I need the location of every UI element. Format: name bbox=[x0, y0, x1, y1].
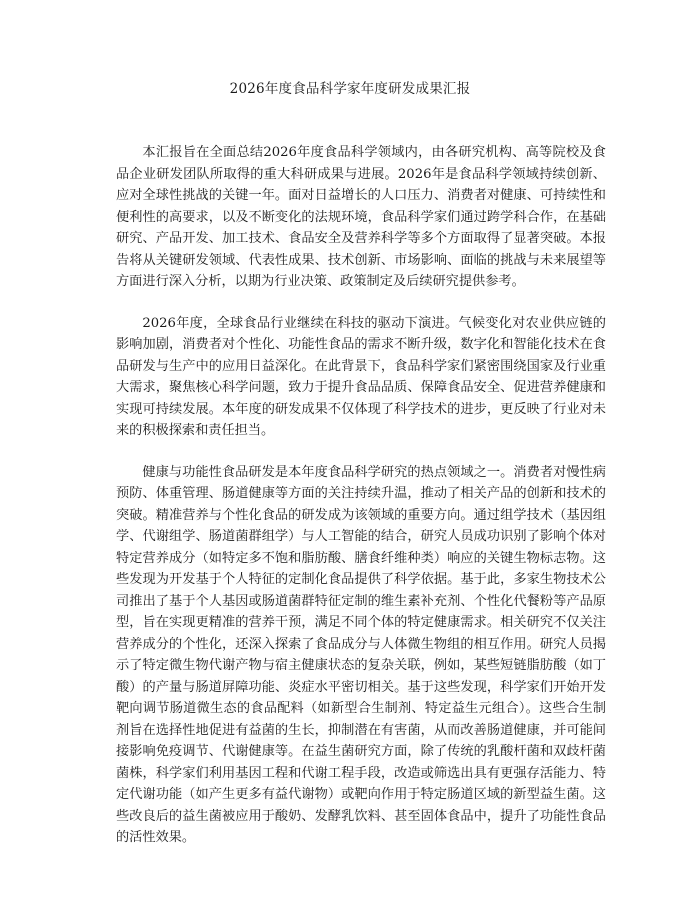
paragraph-functional-food: 健康与功能性食品研发是本年度食品科学研究的热点领域之一。消费者对慢性病预防、体重管理、肠道健康等方面的关注持续升温，推动了相关产品的创新和技术的突破。精准营养与个性化食品的研发成为该领域的重要方向。通过组学技术（基因组学、代谢组学、肠道菌群组学）与人工智能的结合，研究人员成功识别了影响个体对特定营养成分（如特定多不饱和脂肪酸、膳食纤维种类）响应的关键生物标志物。这些发现为开发基于个人特征的定制化食品提供了科学依据。基于此，多家生物技术公司推出了基于个人基因或肠道菌群特征定制的维生素补充剂、个性化代餐粉等产品原型，旨在实现更精准的营养干预，满足不同个体的特定健康需求。相关研究不仅关注营养成分的个性化，还深入探索了食品成分与人体微生物组的相互作用。研究人员揭示了特定微生物代谢产物与宿主健康状态的复杂关联，例如，某些短链脂肪酸（如丁酸）的产量与肠道屏障功能、炎症水平密切相关。基于这些发现，科学家们开始开发靶向调节肠道微生态的食品配料（如新型合生制剂、特定益生元组合）。这些合生制剂旨在选择性地促进有益菌的生长，抑制潜在有害菌，从而改善肠道健康，并可能间接影响免疫调节、代谢健康等。在益生菌研究方面，除了传统的乳酸杆菌和双歧杆菌菌株，科学家们利用基因工程和代谢工程手段，改造或筛选出具有更强存活能力、特定代谢功能（如产生更多有益代谢物）或靶向作用于特定肠道区域的新型益生菌。这些改良后的益生菌被应用于酸奶、发酵乳饮料、甚至固体食品中，提升了功能性食品的活性效果。 bbox=[116, 464, 606, 845]
paragraph-background: 2026年度，全球食品行业继续在科技的驱动下演进。气候变化对农业供应链的影响加剧，消费者对个性化、功能性食品的需求不断升级，数字化和智能化技术在食品研发与生产中的应用日益深化。在此背景下，食品科学家们紧密围绕国家及行业重大需求，聚焦核心科学问题，致力于提升食品品质、保障食品安全、促进营养健康和实现可持续发展。本年度的研发成果不仅体现了科学技术的进步，更反映了行业对未来的积极探索和责任担当。 bbox=[116, 315, 606, 438]
document-title: 2026年度食品科学家年度研发成果汇报 bbox=[229, 81, 471, 97]
paragraph-introduction: 本汇报旨在全面总结2026年度食品科学领域内，由各研究机构、高等院校及食品企业研发团队所取得的重大科研成果与进展。2026年是食品科学领域持续创新、应对全球性挑战的关键一年。面对日益增长的人口压力、消费者对健康、可持续性和便利性的高要求，以及不断变化的法规环境，食品科学家们通过跨学科合作，在基础研究、产品开发、加工技术、食品安全及营养科学等多个方面取得了显著突破。本报告将从关键研发领域、代表性成果、技术创新、市场影响、面临的挑战与未来展望等方面进行深入分析，以期为行业决策、政策制定及后续研究提供参考。 bbox=[116, 145, 606, 289]
document-body bbox=[116, 142, 606, 869]
